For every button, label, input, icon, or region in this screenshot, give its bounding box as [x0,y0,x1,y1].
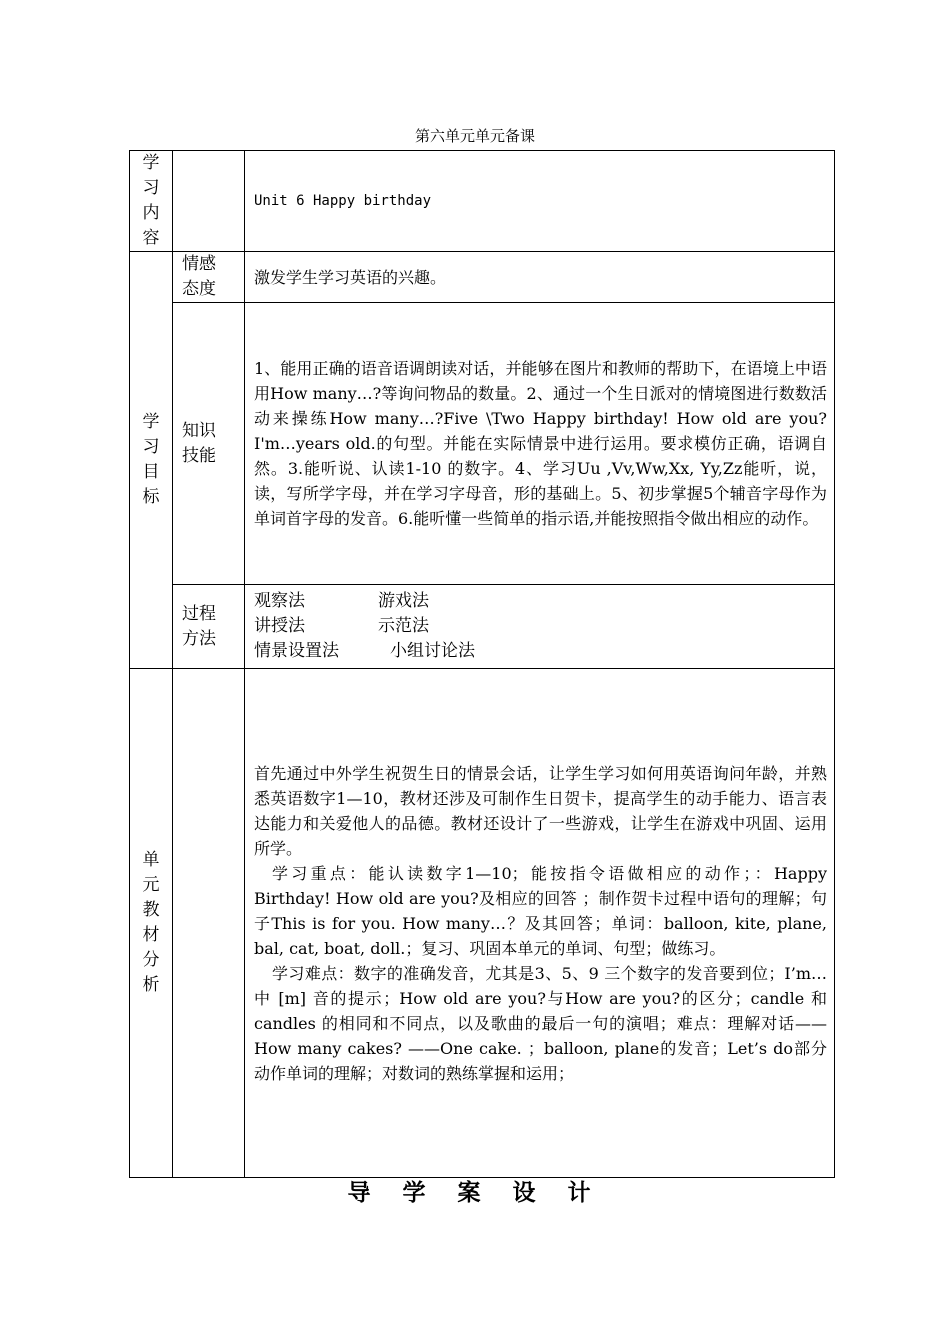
label-skills: 知识 技能 [173,303,245,585]
methods-row: 情景设置法 小组讨论法 [254,641,475,661]
row-process [130,585,835,669]
label-unit-analysis: 单 元 教 材 分 析 [130,669,173,1178]
label-attitude: 情感 态度 [173,252,245,303]
label-learning-goals: 学 习 目 标 [130,252,173,669]
key-points-paragraph: 学习重点：能认读数字1—10；能按指令语做相应的动作；：Happy Birthday! How old are you?及相应的回答 ；制作贺卡过程中语句的理解；句子This is for you. How many…？及其回答；单词：balloon, kite, plane, bal, cat, boat, doll.；复习、巩固本单元的单词、句型；做练习。 [254,863,827,958]
attitude-text: 激发学生学习英语的兴趣。 [245,252,835,303]
label-process: 过程 方法 [173,585,245,669]
row-analysis [130,669,835,1178]
empty-cell [173,669,245,1178]
analysis-paragraph: 首先通过中外学生祝贺生日的情景会话，让学生学习如何用英语询问年龄，并熟悉英语数字1—10，教材还涉及可制作生日贺卡，提高学生的动手能力、语言表达能力和关爱他人的品德。教材还设计了一些游戏，让学生在游戏中巩固、运用所学。 [254,763,827,858]
row-skills [130,303,835,585]
section-heading: 导 学 案 设 计 [347,1179,603,1206]
label-learning-content: 学 习 内 容 [130,151,173,252]
analysis-text [245,669,835,1178]
skills-text: 1、能用正确的语音语调朗读对话，并能够在图片和教师的帮助下，在语境上中语用How many…?等询问物品的数量。2、通过一个生日派对的情境图进行数数活动来操练How many…?Five \Two Happy birthday! How old are you? I'm…years old.的句型。并能在实际情景中进行运用。要求模仿正确，语调自然。3.能听说、认读1-10 的数字。4、学习Uu ,Vv,Ww,Xx, Yy,Zz能听，说，读，写所学字母，并在学习字母音，形的基础上。5、初步掌握5个辅音字母作为单词首字母的发音。6.能听懂一些简单的指示语,并能按照指令做出相应的动作。 [245,303,835,585]
unit-title: Unit 6 Happy birthday [245,151,835,252]
methods-list [245,585,835,669]
lesson-plan-table [129,150,835,1178]
page-title: 第六单元单元备课 [414,127,535,145]
row-attitude [130,252,835,303]
row-learning-content [130,151,835,252]
difficulties-paragraph: 学习难点：数字的准确发音，尤其是3、5、9 三个数字的发音要到位；I’m… 中 [m] 音的提示；How old are you?与How are you?的区分；candle 和candles 的相同和不同点，以及歌曲的最后一句的演唱；难点：理解对话——How many cakes? ——One cake. ；balloon, plane的发音；Let’s do部分动作单词的理解；对数词的熟练掌握和运用； [254,963,827,1083]
methods-row: 观察法 游戏法 [254,591,429,611]
empty-cell [173,151,245,252]
methods-row: 讲授法 示范法 [254,616,429,636]
